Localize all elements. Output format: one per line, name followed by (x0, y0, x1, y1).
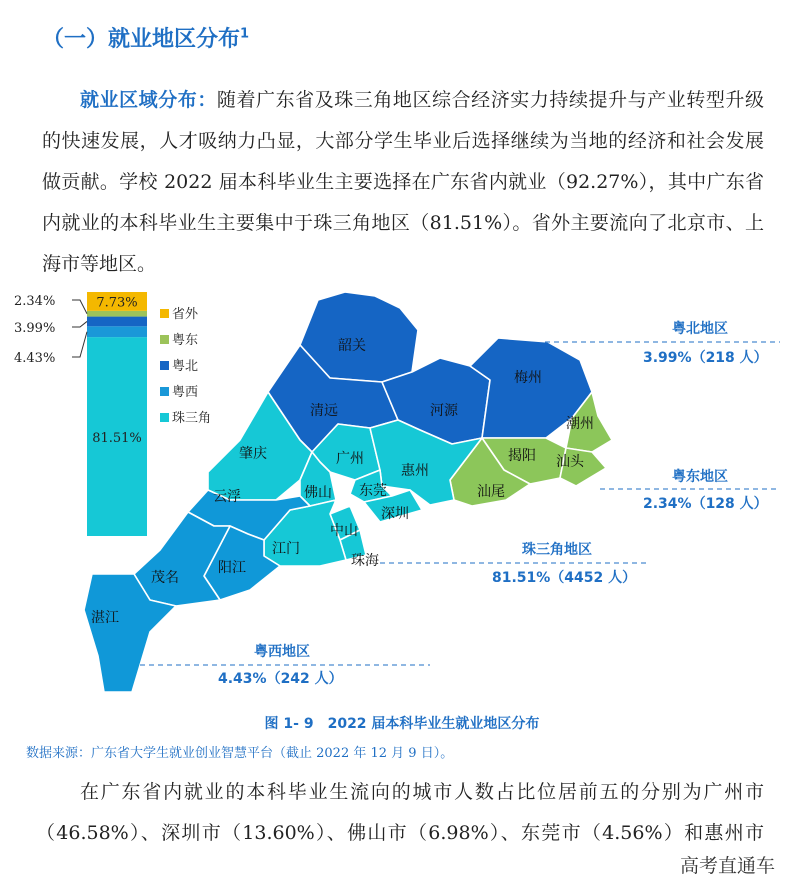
footnote-marker: 1 (240, 26, 250, 42)
annotation-value: 81.51%（4452 人） (492, 570, 637, 586)
city-label: 深圳 (381, 506, 409, 522)
chart-legend (160, 306, 211, 426)
annotation-value: 2.34%（128 人） (643, 496, 768, 512)
city-label: 潮州 (566, 416, 594, 432)
city-label: 湛江 (91, 610, 119, 626)
city-label: 惠州 (401, 463, 429, 479)
annotation-value: 4.43%（242 人） (218, 671, 343, 687)
guangdong-map (84, 292, 612, 692)
paragraph-line: （46.58%）、深圳市（13.60%）、佛山市（6.98%）、东莞市（4.56%）和惠州市 (36, 822, 764, 844)
city-label: 中山 (330, 523, 358, 539)
city-label: 珠海 (351, 553, 379, 569)
annotation-title: 珠三角地区 (522, 542, 592, 558)
leader-line (72, 321, 87, 327)
legend-label: 粤北 (172, 359, 199, 374)
city-label: 汕尾 (477, 484, 505, 500)
city-label: 云浮 (213, 489, 241, 505)
legend-swatch (160, 387, 169, 396)
leader-line (72, 300, 87, 314)
annotation-value: 3.99%（218 人） (643, 350, 768, 366)
data-label: 81.51% (92, 431, 142, 446)
city-label: 江门 (272, 541, 300, 557)
paragraph-line: 海市等地区。 (42, 253, 157, 275)
legend-swatch (160, 309, 169, 318)
legend-label: 省外 (172, 307, 199, 322)
data-label: 2.34% (14, 294, 56, 309)
legend-label: 粤西 (172, 385, 199, 400)
legend-swatch (160, 413, 169, 422)
legend-label: 珠三角 (172, 411, 212, 426)
paragraph-top-cities (36, 772, 764, 854)
annotation-title: 粤东地区 (672, 469, 728, 485)
data-label: 4.43% (14, 351, 56, 366)
city-label: 梅州 (514, 370, 542, 386)
legend-label: 粤东 (172, 333, 199, 348)
paragraph-lead: 就业区域分布： (80, 89, 217, 111)
figure-caption: 图 1- 9 2022 届本科毕业生就业地区分布 (264, 716, 540, 732)
city-label: 河源 (430, 403, 458, 419)
paragraph-line: 内就业的本科毕业生主要集中于珠三角地区（81.51%）。省外主要流向了北京市、上 (42, 212, 764, 234)
city-label: 韶关 (338, 338, 366, 354)
bar-segment-2 (87, 317, 147, 327)
paragraph-line: 做贡献。学校 2022 届本科毕业生主要选择在广东省内就业（92.27%），其中广东省 (42, 171, 764, 193)
annotation-title: 粤西地区 (254, 644, 310, 660)
paragraph-line: 在广东省内就业的本科毕业生流向的城市人数占比位居前五的分别为广州市 (80, 781, 764, 803)
section-title: （一）就业地区分布$^1$ (42, 26, 250, 52)
city-label: 广州 (336, 451, 364, 467)
legend-swatch (160, 335, 169, 344)
stacked-bar-chart (14, 292, 147, 536)
city-label: 茂名 (151, 570, 179, 586)
city-label: 阳江 (218, 560, 246, 576)
annotation-north (545, 320, 780, 366)
city-label: 汕头 (556, 454, 584, 470)
annotation-title: 粤北地区 (672, 321, 728, 337)
paragraph-line: 就业区域分布：随着广东省及珠三角地区综合经济实力持续提升与产业转型升级 (80, 89, 764, 111)
watermark: 高考直通车 (680, 855, 776, 877)
annotation-prd (380, 541, 650, 586)
city-label: 清远 (310, 403, 338, 419)
city-label: 东莞 (359, 483, 387, 499)
annotation-east (600, 468, 780, 512)
paragraph-line: 的快速发展，人才吸纳力凸显，大部分学生毕业后选择继续为当地的经济和社会发展 (42, 130, 764, 152)
leader-line (72, 332, 87, 357)
data-label: 7.73% (96, 295, 138, 311)
data-source: 数据来源：广东省大学生就业创业智慧平台（截止 2022 年 12 月 9 日）。 (26, 746, 454, 761)
city-label: 揭阳 (508, 448, 536, 464)
annotation-west (140, 643, 430, 687)
bar-segment-1 (87, 326, 147, 337)
legend-swatch (160, 361, 169, 370)
city-label: 肇庆 (239, 446, 267, 462)
data-label: 3.99% (14, 321, 56, 336)
city-label: 佛山 (304, 485, 332, 501)
bar-segment-3 (87, 311, 147, 317)
